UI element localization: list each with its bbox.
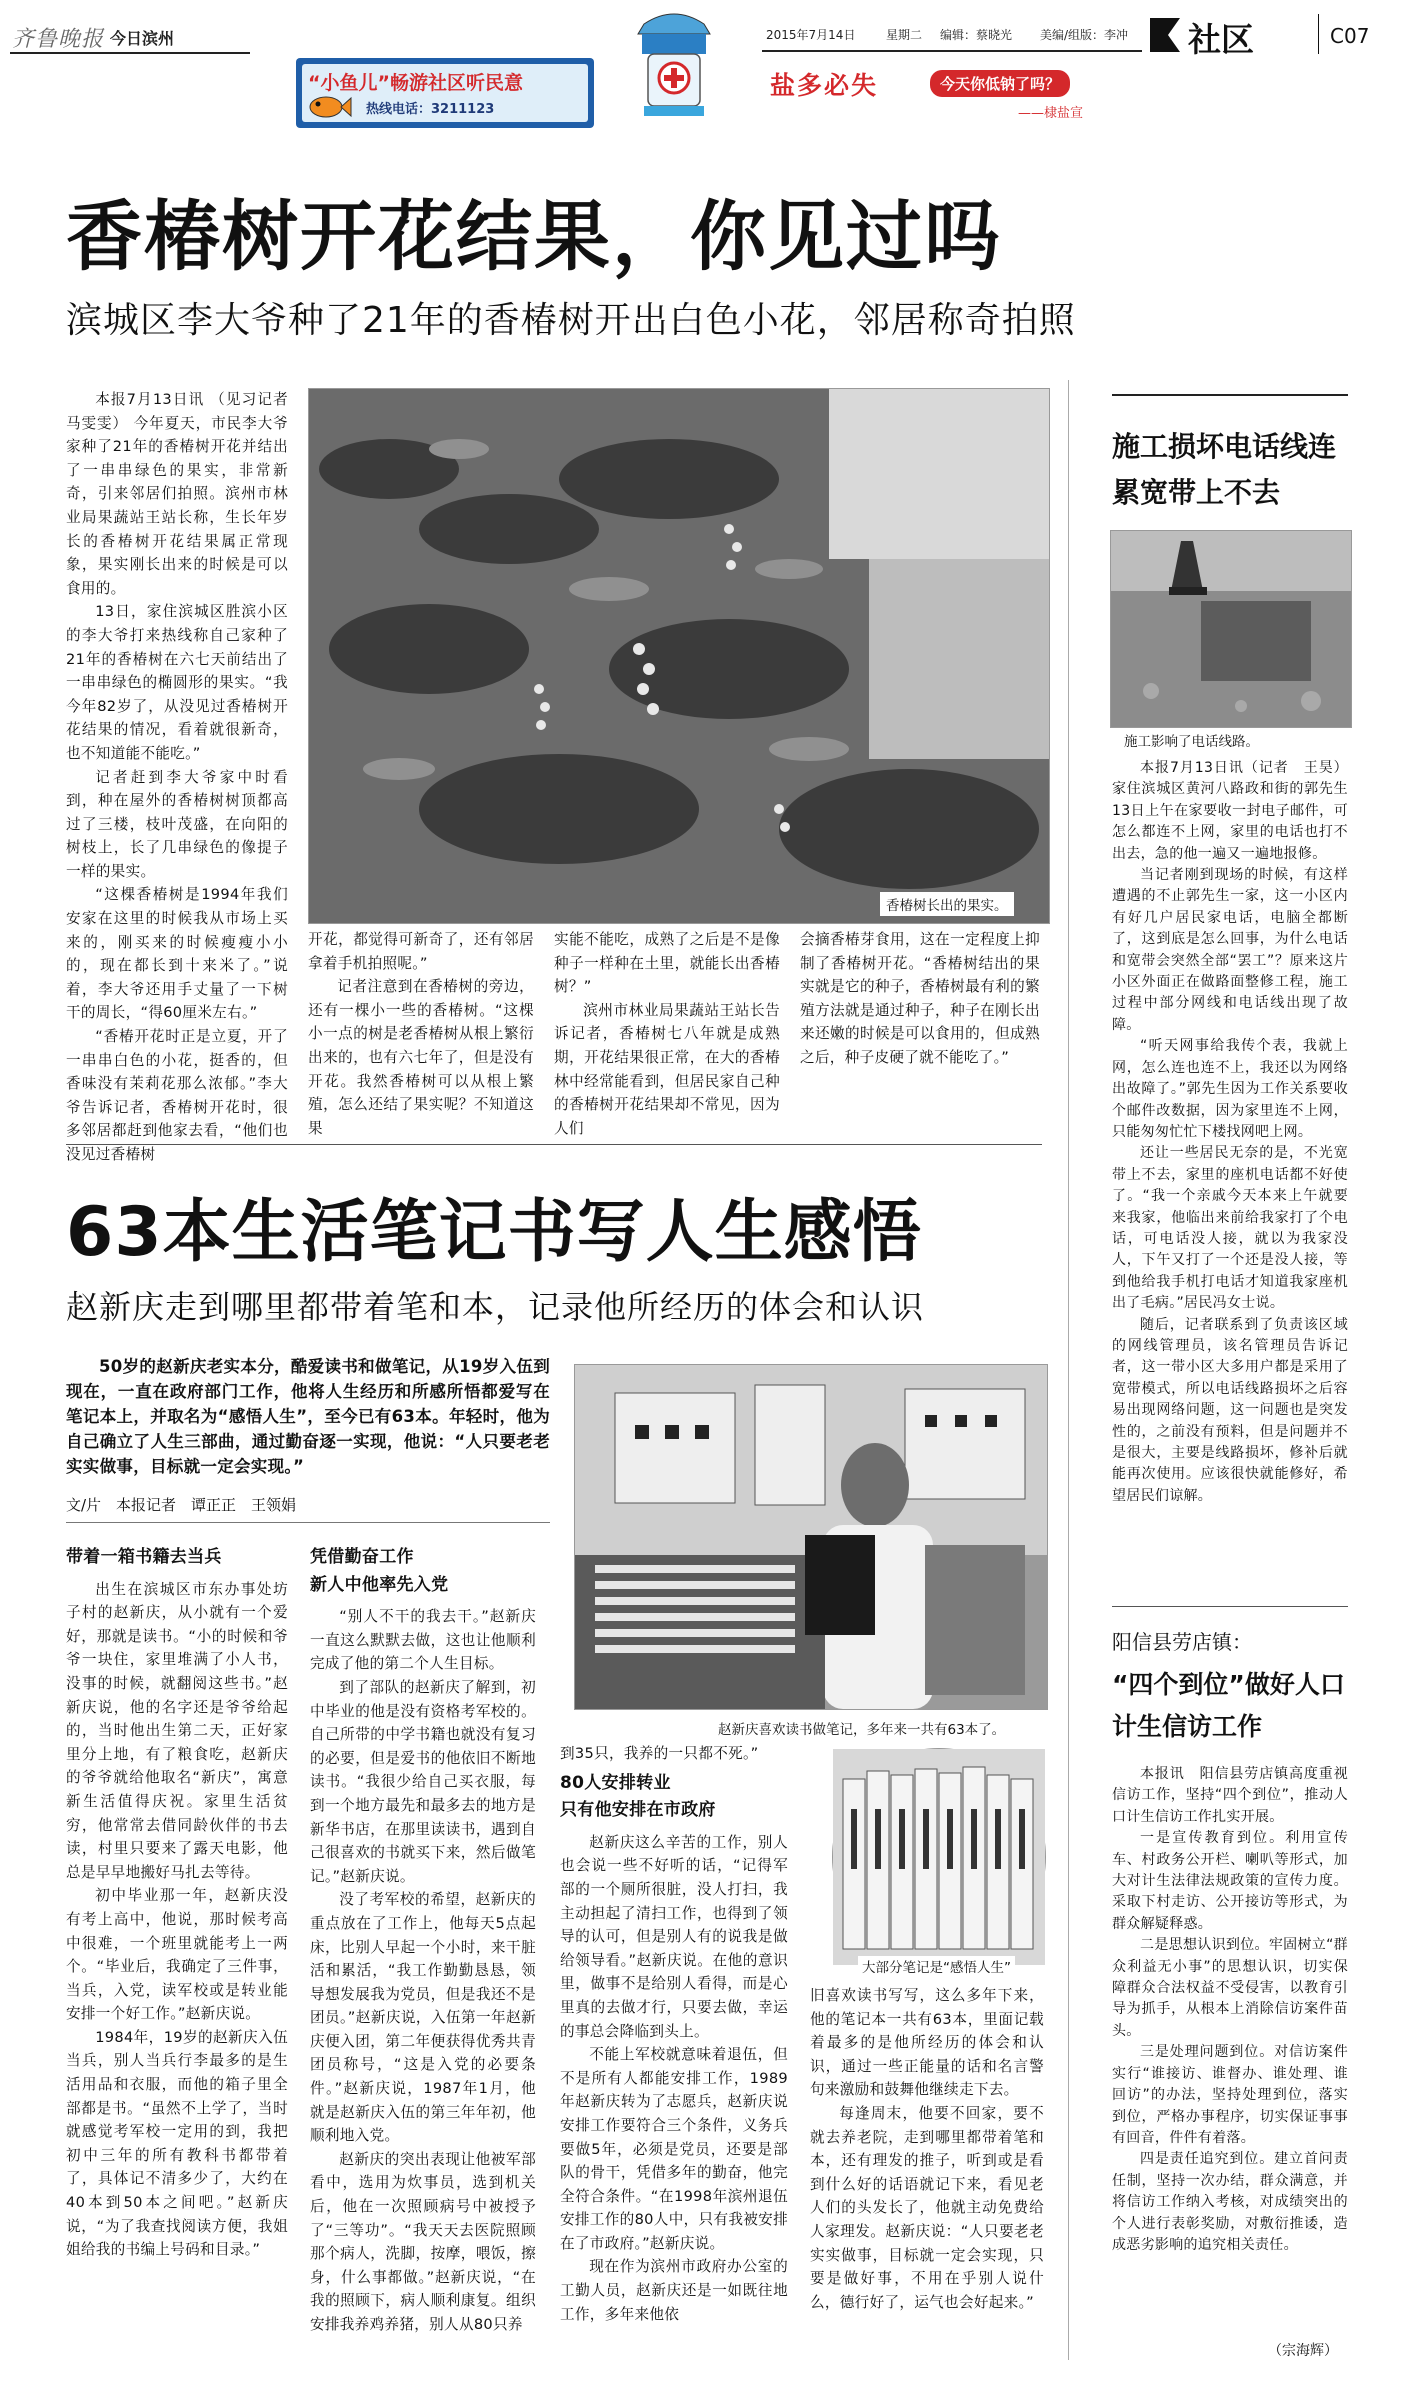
paragraph: “听天网事给我传个表，我就上网，怎么连也连不上，我还以为网络出故障了。”郭先生因为工作关系要收个邮件改数据，因为家里连不上网，只能匆匆忙忙下楼找网吧上网。 — [1112, 1038, 1348, 1140]
story1-column-1 — [66, 388, 288, 1163]
paragraph: 本报7月13日讯（记者 王昊） 家住滨城区黄河八路政和街的郭先生13日上午在家要收一封电子邮件，可怎么都连不上网，家里的电话也打不出去，急的他一遍又一遍地报修。 — [1112, 760, 1348, 862]
subheading-2: 只有他安排在市政府 — [560, 1800, 716, 1821]
paragraph: 初中毕业那一年，赵新庆没有考上高中，他说，那时候考高中很难，一个班里就能考上一两个。“毕业后，我确定了三件事，当兵，入党，读军校或是转业能安排一个好工作。”赵新庆说。 — [66, 1887, 288, 2023]
paper-name: 齐鲁晚报 — [12, 27, 105, 52]
story2-headline: 63本生活笔记书写人生感悟 — [66, 1193, 922, 1272]
zhao-xinqing-photo — [574, 1364, 1048, 1710]
section-marker — [1150, 18, 1180, 52]
paragraph: 开花，都觉得可新奇了，还有邻居拿着手机拍照呢。” — [308, 931, 534, 972]
construction-photo — [1110, 530, 1352, 728]
paragraph: “香椿开花时正是立夏，开了一串串白色的小花，挺香的，但香味没有茉莉花那么浓郁。”李大爷告诉记者，香椿树开花时，很多邻居都赶到他家去看，“他们也没见过香椿树 — [66, 1028, 288, 1163]
paragraph: “别人不干的我去干。”赵新庆一直这么默默去做，这也让他顺利完成了他的第二个人生目标。 — [310, 1608, 536, 1673]
subheading: 带着一箱书籍去当兵 — [66, 1547, 222, 1567]
byline-rule — [66, 1522, 550, 1523]
edition-name: 今日滨州 — [110, 29, 175, 48]
story1-column-4 — [800, 928, 1040, 1128]
masthead-rule-right — [762, 50, 1142, 52]
notebooks-caption: 大部分笔记是“感悟人生” — [858, 1956, 1015, 1976]
salt-shaker-icon — [624, 4, 724, 124]
paragraph: 记者赶到李大爷家中时看到，种在屋外的香椿树树顶都高过了三楼，枝叶茂盛，在向阳的树枝上，长了几串绿色的像提子一样的果实。 — [66, 768, 288, 880]
construction-illustration — [1111, 531, 1351, 727]
salt-ad-sign: ——棣盐宣 — [1018, 106, 1084, 121]
issue-date: 2015年7月14日 — [766, 28, 856, 42]
toona-tree-photo — [308, 388, 1050, 924]
section-name: 社区 — [1188, 20, 1254, 59]
story-divider — [66, 1144, 1042, 1145]
story2-column-4 — [810, 1984, 1044, 2360]
fish-icon — [304, 92, 352, 122]
section-divider — [1318, 14, 1319, 54]
paragraph: 实能不能吃，成熟了之后是不是像种子一样种在土里，就能长出香椿树？” — [554, 931, 780, 996]
community-ad-hotline: 热线电话：3211123 — [366, 102, 495, 117]
paragraph: 二是思想认识到位。牢固树立“群众利益无小事”的思想认识，切实保障群众合法权益不受侵害，以教育引导为抓手，从根本上消除信访案件苗头。 — [1112, 1937, 1348, 2039]
paragraph: 一是宣传教育到位。利用宣传车、村政务公开栏、喇叭等形式，加大对计生法律法规政策的宣传力度。采取下村走访、公开接访等形式，为群众解疑释惑。 — [1112, 1830, 1348, 1932]
notebooks-illustration — [833, 1749, 1045, 1965]
subheading-2: 新人中他率先入党 — [310, 1574, 449, 1595]
paragraph: 没了考军校的希望，赵新庆的重点放在了工作上，他每天5点起床，比别人早起一个小时，来干脏活和累活，“我工作勤勤恳恳，领导想发展我为党员，但是我还不是团员。”赵新庆说，入伍第一年赵新庆便入团，第二年便获得优秀共青团员称号，“这是入党的必要条件。”赵新庆说，1987年1月，他就是赵新庆入伍的第三年年初，他顺利地入党。 — [310, 1891, 536, 2145]
sidebar2-kicker: 阳信县劳店镇： — [1112, 1630, 1252, 1654]
story2-lead — [66, 1354, 550, 1482]
community-ad-title: “小鱼儿”畅游社区听民意 — [308, 72, 523, 94]
story1-subhead: 滨城区李大爷种了21年的香椿树开出白色小花，邻居称奇拍照 — [66, 300, 1076, 341]
sidebar-top-rule — [1112, 394, 1348, 396]
story2-column-3 — [560, 1742, 788, 2360]
paragraph: 随后，记者联系到了负责该区域的网线管理员，该名管理员告诉记者，这一带小区大多用户都是采用了宽带模式，所以电话线路损坏之后容易出现网络问题，这一问题也是突发性的，之前没有预料，但是问题并不是很大，主要是线路损坏，修补后就能再次使用。应该很快就能修好，希望居民们谅解。 — [1112, 1316, 1348, 1504]
sidebar1-headline: 施工损坏电话线连累宽带上不去 — [1112, 430, 1337, 509]
story2-column-2 — [310, 1540, 536, 2360]
paragraph: 每逢周末，他要不回家，要不就去养老院，走到哪里都带着笔和本，还有理发的推子，听到或是看到什么好的话语就记下来，看见老人们的头发长了，他就主动免费给人家理发。赵新庆说：“人只要老老实实做事，目标就一定会实现，只要是做好事，不用在乎别人说什么，德行好了，运气也会好起来。” — [810, 2104, 1044, 2311]
paragraph: 1984年，19岁的赵新庆入伍当兵，别人当兵行李最多的是生活用品和衣服，而他的箱子里全部都是书。“虽然不上学了，当时就感觉考军校一定用的到，我把初中三年的所有教科书都带着了，具体记不清多少了，大约在40本到50本之间吧。”赵新庆说，“为了我查找阅读方便，我姐姐给我的书编上号码和目录。” — [66, 2028, 288, 2259]
zhao-xinqing-illustration — [575, 1365, 1047, 1709]
masthead — [0, 0, 1409, 130]
paragraph: 四是责任追究到位。建立首问责任制，坚持一次办结，群众满意，并将信访工作纳入考核，对成绩突出的个人进行表彰奖励，对敷衍推诿，造成恶劣影响的追究相关责任。 — [1112, 2151, 1348, 2253]
paragraph: “这棵香椿树是1994年我们安家在这里的时候我从市场上买来的，刚买来的时候瘦瘦小小的，现在都长到十来米了。”说着，李大爷还用手丈量了一下树干的周长，“得60厘米左右。” — [66, 886, 288, 1022]
salt-ad-title: 盐多必失 — [770, 71, 879, 100]
paragraph: 还让一些居民无奈的是，不光宽带上不去，家里的座机电话都不好使了。“我一个亲戚今天本来上午就要来我家，他临出来前给我家打了个电话，可电话没人接，就以为我家没人，下午又打了一个还是没人接，等到他给我手机打电话才知道我家座机出了毛病。”居民冯女士说。 — [1112, 1145, 1348, 1312]
toona-photo-caption: 香椿树长出的果实。 — [880, 892, 1014, 916]
story1-column-2 — [308, 928, 534, 1137]
paragraph: 不能上军校就意味着退伍，但不是所有人都能安排工作，1989年赵新庆转为了志愿兵，赵新庆说安排工作要符合三个条件，义务兵要做5年，必须是党员，还要是部队的骨干，凭借多年的勤奋，他完全符合条件。“在1998年滨州退伍安排工作的80人中，只有我被安排在了市政府。”赵新庆说。 — [560, 2046, 788, 2252]
paragraph: 出生在滨城区市东办事处坊子村的赵新庆，从小就有一个爱好，那就是读书。“小的时候和爷爷一块住，家里堆满了小人书，没事的时候，就翻阅这些书。”赵新庆说，他的名字还是爷爷给起的，当时他出生第二天，正好家里分上地，有了粮食吃，赵新庆的爷爷就给他取名“新庆”，寓意新生活值得庆祝。家里生活贫穷，他常常去借同龄伙伴的书去读，村里只要来了露天电影，他总是早早地搬好马扎去等待。 — [66, 1580, 288, 1881]
story1-column-3 — [554, 928, 780, 1137]
lead-paragraph: 50岁的赵新庆老实本分，酷爱读书和做笔记，从19岁入伍到现在，一直在政府部门工作，他将人生经历和所感所悟都爱写在笔记本上，并取名为“感悟人生”，至今已有63本。年轻时，他为自己确立了人生三部曲，通过勤奋逐一实现，他说：“人只要老老实实做事，目标就一定会实现。” — [66, 1357, 550, 1476]
construction-caption: 施工影响了电话线路。 — [1124, 734, 1259, 750]
masthead-rule-left — [10, 52, 250, 54]
paragraph: 赵新庆这么辛苦的工作，别人也会说一些不好听的话，“记得军部的一个厕所很脏，没人打扫，我主动担起了清扫工作，也得到了领导的认可，但是别人有的说我是做给领导看。”赵新庆说。在他的意识里，做事不是给别人看得，而是心里真的去做才行，只要去做，幸运的事总会降临到头上。 — [560, 1833, 788, 2040]
paragraph: 到35只，我养的一只都不死。” — [560, 1745, 759, 1762]
issue-weekday: 星期二 — [886, 28, 923, 42]
notebooks-photo — [832, 1748, 1046, 1966]
issue-designer: 美编/组版：李冲 — [1040, 28, 1129, 42]
subheading: 80人安排转业 — [560, 1772, 671, 1793]
sidebar1-body — [1112, 758, 1348, 1588]
subheading: 凭借勤奋工作 — [310, 1547, 414, 1567]
story2-byline: 文/片 本报记者 谭正正 王领娟 — [66, 1496, 297, 1514]
issue-editor: 编辑：蔡晓光 — [940, 28, 1013, 42]
story2-subhead: 赵新庆走到哪里都带着笔和本，记录他所经历的体会和认识 — [66, 1288, 925, 1326]
paragraph: 记者注意到在香椿树的旁边，还有一棵小一些的香椿树。“这棵小一点的树是老香椿树从根上繁衍出来的，也有六七年了，但是没有开花。我然香椿树可以从根上繁殖，怎么还结了果实呢？不知道这果 — [308, 978, 534, 1137]
paragraph: 当记者刚到现场的时候，有这样遭遇的不止郭先生一家，这一小区内有好几户居民家电话，电脑全都断了，这到底是怎么回事，为什么电话和宽带会突然全部“罢工”？原来这片小区外面正在做路面整修工程，施工过程中部分网线和电话线出现了故障。 — [1112, 867, 1348, 1033]
page-number: C07 — [1330, 24, 1370, 48]
sidebar-mid-rule — [1112, 1606, 1348, 1607]
paragraph: 现在作为滨州市政府办公室的工勤人员，赵新庆还是一如既往地工作，多年来他依 — [560, 2258, 788, 2323]
paragraph: 本报7月13日讯 （见习记者 马雯雯） 今年夏天，市民李大爷家种了21年的香椿树开花并结出了一串串绿色的果实，非常新奇，引来邻居们拍照。滨州市林业局果蔬站王站长称，生长年岁长的香椿树开花结果属正常现象，果实刚长出来的时候是可以食用的。 — [66, 391, 288, 597]
paragraph: 本报讯 阳信县劳店镇高度重视信访工作，坚持“四个到位”，推动人口计生信访工作扎实开展。 — [1112, 1766, 1348, 1825]
toona-tree-illustration — [309, 389, 1049, 923]
sidebar-divider — [1068, 380, 1069, 2360]
sidebar2-body — [1112, 1764, 1348, 2334]
paragraph: 滨州市林业局果蔬站王站长告诉记者，香椿树七八年就是成熟期，开花结果很正常，在大的香椿林中经常能看到，但居民家自己种的香椿树开花结果却不常见，因为人们 — [554, 1001, 780, 1137]
story2-column-1 — [66, 1540, 288, 2360]
paragraph: 到了部队的赵新庆了解到，初中毕业的他是没有资格考军校的。自己所带的中学书籍也就没有复习的必要，但是爱书的他依旧不断地读书。“我很少给自己买衣服，每到一个地方最先和最多去的地方是新华书店，在那里读读书，遇到自己很喜欢的书就买下来，然后做笔记。”赵新庆说。 — [310, 1678, 536, 1885]
paragraph: 13日，家住滨城区胜滨小区的李大爷打来热线称自己家种了21年的香椿树在六七天前结出了一串串绿色的椭圆形的果实。“我今年82岁了，从没见过香椿树开花结果的情况，看着就很新奇，也不知道能不能吃。” — [66, 603, 288, 762]
sidebar2-headline: “四个到位”做好人口计生信访工作 — [1112, 1670, 1345, 1741]
salt-ad-tag: 今天你低钠了吗？ — [930, 70, 1070, 97]
paragraph: 旧喜欢读书写写，这么多年下来，他的笔记本一共有63本，里面记载着最多的是他所经历的体会和认识，通过一些正能量的话和名言警句来激励和鼓舞他继续走下去。 — [810, 1987, 1044, 2099]
sidebar2-signoff: （宗海辉） — [1268, 2343, 1338, 2359]
paragraph: 赵新庆的突出表现让他被军部看中，选用为炊事员，选到机关后，他在一次照顾病号中被授予了“三等功”。“我天天去医院照顾那个病人，洗脚，按摩，喂饭，擦身，什么事都做。”赵新庆说，“在我的照顾下，病人顺利康复。组织安排我养鸡养猪，别人从80只养 — [310, 2150, 536, 2333]
main-photo-caption: 赵新庆喜欢读书做笔记，多年来一共有63本了。 — [718, 1722, 1006, 1738]
story1-headline: 香椿树开花结果，你见过吗 — [66, 192, 1002, 281]
community-ad — [296, 58, 594, 128]
paragraph: 三是处理问题到位。对信访案件实行“谁接访、谁督办、谁处理、谁回访”的办法，坚持处理到位，落实到位，严格办事程序，切实保证事事有回音，件件有着落。 — [1112, 2044, 1348, 2146]
paragraph: 会摘香椿芽食用，这在一定程度上抑制了香椿树开花。“香椿树结出的果实就是它的种子，香椿树最有利的繁殖方法就是通过种子，种子在刚长出来还嫩的时候是可以食用的，但成熟之后，种子皮硬了就不能吃了。” — [800, 931, 1040, 1066]
